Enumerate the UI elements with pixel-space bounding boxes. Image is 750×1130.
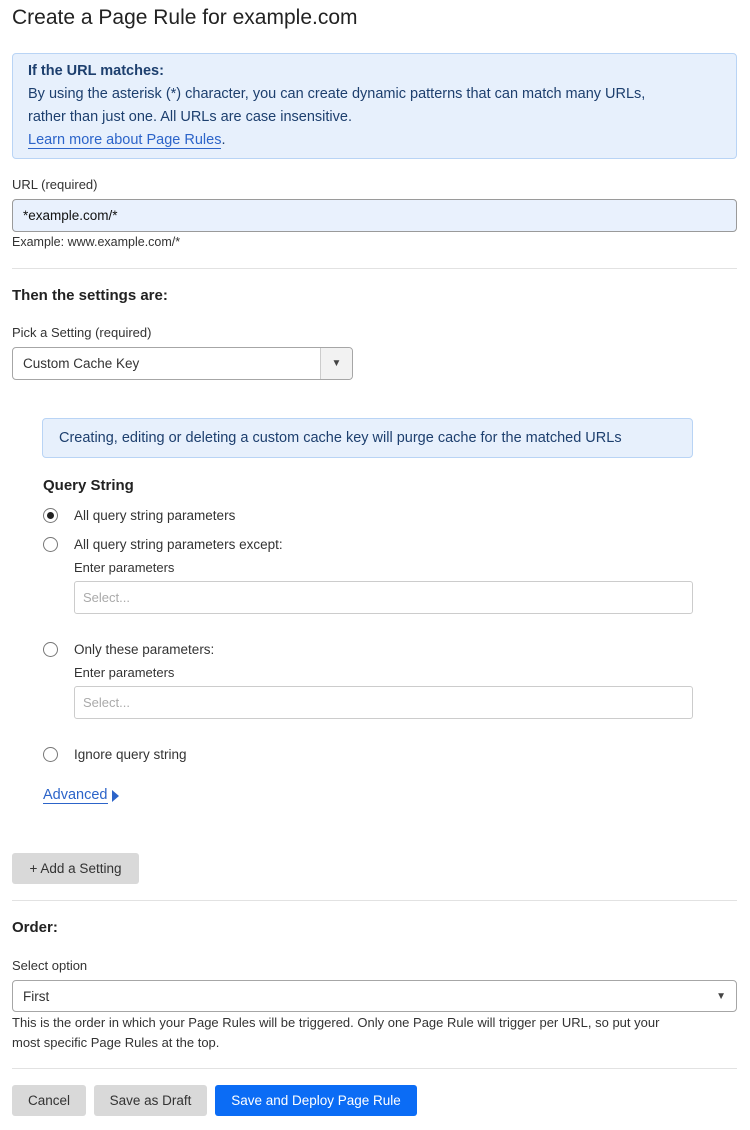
query-string-heading: Query String <box>43 477 134 494</box>
purge-notice: Creating, editing or deleting a custom cache key will purge cache for the matched URLs <box>42 418 693 458</box>
save-draft-button[interactable]: Save as Draft <box>94 1085 207 1116</box>
radio-all-except[interactable] <box>43 537 58 552</box>
order-select-value: First <box>23 988 50 1004</box>
radio-all-params-label: All query string parameters <box>74 508 236 523</box>
chevron-down-icon: ▼ <box>716 990 726 1002</box>
divider <box>12 1068 737 1069</box>
radio-all-except-label: All query string parameters except: <box>74 537 283 552</box>
order-select-label: Select option <box>12 958 88 973</box>
add-setting-button[interactable]: + Add a Setting <box>12 853 139 884</box>
url-info-box <box>12 53 737 159</box>
info-text-2: rather than just one. All URLs are case insensitive. <box>28 109 352 125</box>
url-input[interactable]: *example.com/* <box>12 199 737 232</box>
radio-ignore-label: Ignore query string <box>74 747 187 762</box>
only-params-input[interactable]: Select... <box>74 686 693 719</box>
radio-all-params[interactable] <box>43 508 58 523</box>
order-select[interactable] <box>12 980 737 1012</box>
advanced-link[interactable]: Advanced <box>43 787 108 803</box>
setting-select-value: Custom Cache Key <box>23 356 140 371</box>
url-label: URL (required) <box>12 177 98 192</box>
enter-params-label: Enter parameters <box>74 665 175 680</box>
except-params-input[interactable]: Select... <box>74 581 693 614</box>
pick-setting-label: Pick a Setting (required) <box>12 325 152 340</box>
order-help-1: This is the order in which your Page Rules will be triggered. Only one Page Rule will trigger per URL, so put your <box>12 1015 660 1030</box>
info-heading: If the URL matches: <box>28 63 164 79</box>
settings-heading: Then the settings are: <box>12 287 168 304</box>
learn-more-link[interactable]: Learn more about Page Rules <box>28 132 222 148</box>
save-deploy-button[interactable]: Save and Deploy Page Rule <box>215 1085 417 1116</box>
caret-right-icon <box>112 790 119 802</box>
divider <box>12 900 737 901</box>
enter-params-label: Enter parameters <box>74 560 175 575</box>
order-heading: Order: <box>12 919 58 936</box>
radio-ignore[interactable] <box>43 747 58 762</box>
info-text-1: By using the asterisk (*) character, you can create dynamic patterns that can match many URLs, <box>28 86 646 102</box>
cancel-button[interactable]: Cancel <box>12 1085 86 1116</box>
chevron-down-icon[interactable]: ▼ <box>320 348 352 379</box>
page-title: Create a Page Rule for example.com <box>12 6 358 29</box>
radio-only-these[interactable] <box>43 642 58 657</box>
url-example: Example: www.example.com/* <box>12 235 181 249</box>
advanced-toggle[interactable] <box>43 787 119 804</box>
order-help-2: most specific Page Rules at the top. <box>12 1035 220 1050</box>
radio-only-these-label: Only these parameters: <box>74 642 215 657</box>
setting-select[interactable] <box>12 347 353 380</box>
divider <box>12 268 737 269</box>
link-suffix: . <box>221 132 226 148</box>
